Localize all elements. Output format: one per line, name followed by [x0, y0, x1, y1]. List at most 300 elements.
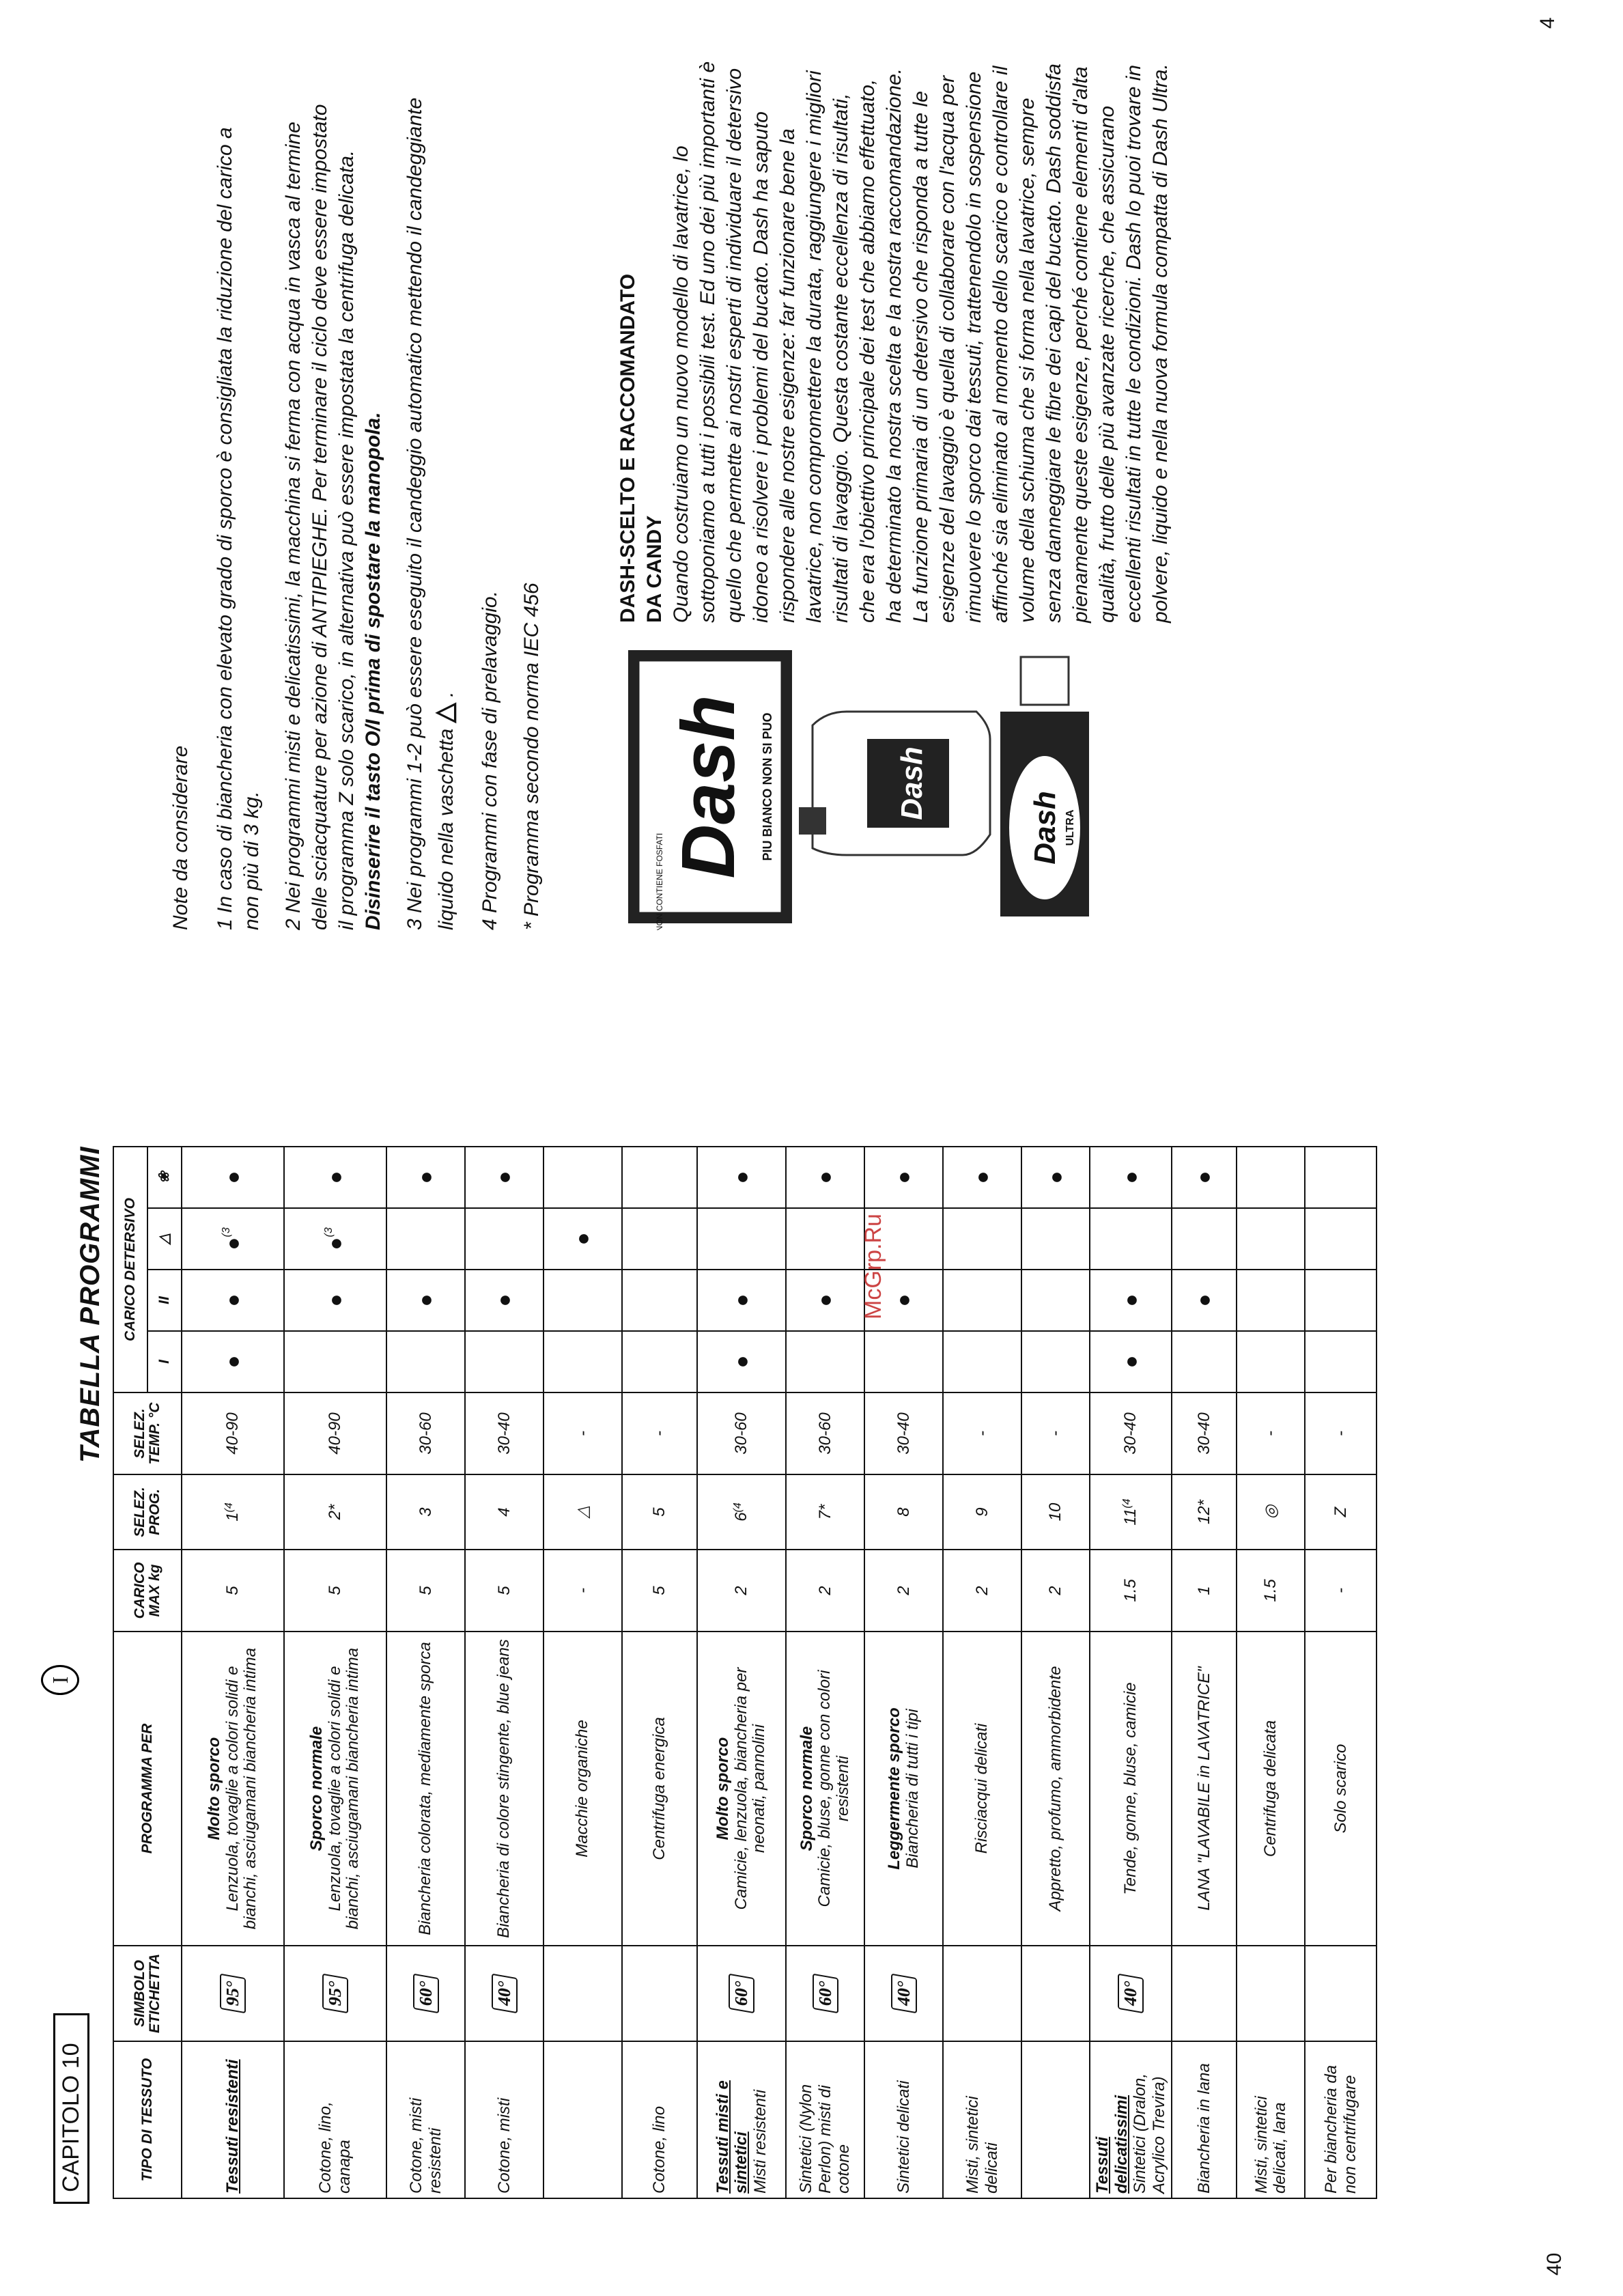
- cell-temp: [1237, 1392, 1305, 1474]
- program-number-note: (4: [732, 1502, 744, 1513]
- cell-detersivo-d2: [1090, 1270, 1172, 1331]
- tessuto-text: Cotone, misti resistenti: [406, 2097, 444, 2194]
- wash-temp-badge-icon: 60°: [813, 1973, 838, 2013]
- carico-value: 2: [815, 1586, 834, 1595]
- detergent-dot-icon: ●: [492, 1293, 516, 1307]
- cell-detersivo-d2: [943, 1270, 1021, 1331]
- group-label: Tessuti delicatissimi: [1093, 2095, 1131, 2194]
- cell-detersivo-d2: [786, 1270, 864, 1331]
- cell-tessuto: [1172, 2041, 1237, 2198]
- cell-detersivo-d1: [1237, 1331, 1305, 1392]
- cell-selez-prog: [544, 1474, 622, 1550]
- cell-programma: [1021, 1632, 1090, 1946]
- cell-selez-prog: [284, 1474, 386, 1550]
- cell-detersivo-d2: [284, 1270, 386, 1331]
- note-2-bold: Disinserire il tasto O/I prima di spostare la manopola.: [362, 412, 384, 930]
- tessuto-text: Cotone, lino: [650, 2105, 669, 2194]
- cell-carico: [544, 1550, 622, 1632]
- cell-detersivo-d3: [386, 1208, 465, 1270]
- cell-tessuto: [1021, 2041, 1090, 2198]
- table-row: [1172, 1147, 1237, 2198]
- detergent-dot-icon: ●: [891, 1293, 916, 1307]
- cell-detersivo-d2: [182, 1270, 284, 1331]
- program-number: 5: [650, 1507, 668, 1517]
- cell-selez-prog: [386, 1474, 465, 1550]
- temp-value: -: [972, 1431, 991, 1436]
- cell-simbolo: [943, 1946, 1021, 2041]
- programma-text: LANA "LAVABILE in LAVATRICE": [1194, 1666, 1213, 1911]
- cell-temp: [1021, 1392, 1090, 1474]
- cell-programma: [182, 1632, 284, 1946]
- header-selez-prog: SELEZ. PROG.: [113, 1474, 182, 1550]
- program-number-note: (4: [223, 1502, 235, 1513]
- table-row: [622, 1147, 697, 2198]
- program-number: 2*: [326, 1504, 344, 1520]
- cell-detersivo-d1: [465, 1331, 544, 1392]
- cell-detersivo-d2: [1305, 1270, 1377, 1331]
- detergent-dot-icon: ●: [322, 1293, 348, 1307]
- cell-detersivo-d3: [1090, 1208, 1172, 1270]
- cell-detersivo-d4: [1090, 1147, 1172, 1208]
- cell-detersivo-d1: [943, 1331, 1021, 1392]
- detergent-dot-icon: ●: [322, 1171, 348, 1184]
- cell-tessuto: [544, 2041, 622, 2198]
- cell-programma: [943, 1632, 1021, 1946]
- dash-ultra-brand: Dash: [1028, 791, 1062, 865]
- tessuto-text: Misti resistenti: [750, 2089, 770, 2194]
- note-2-text: 2 Nei programmi misti e delicatissimi, la macchina si ferma con acqua in vasca al termine delle sciacquature per azione di ANTIPIEGHE. Per terminare il ciclo deve essere impostato il programma Z solo scarico, in alternativa può essere impostata la centrifuga delicata.: [282, 104, 358, 930]
- cell-detersivo-d4: [943, 1147, 1021, 1208]
- cell-carico: [1305, 1550, 1377, 1632]
- detergent-dot-icon: ●: [813, 1293, 837, 1307]
- detergent-dot-icon: ●: [220, 1293, 245, 1307]
- note-5: * Programma secondo norma IEC 456: [520, 583, 544, 930]
- program-number: 10: [1046, 1502, 1064, 1522]
- programma-text: Appretto, profumo, ammorbidente: [1045, 1666, 1064, 1912]
- wash-temp-badge-icon: 95°: [220, 1973, 246, 2013]
- cell-carico: [622, 1550, 697, 1632]
- cell-simbolo: [182, 1946, 284, 2041]
- program-number: 8: [894, 1507, 913, 1517]
- cell-detersivo-d3: [544, 1208, 622, 1270]
- cell-tessuto: [182, 2041, 284, 2198]
- cell-carico: [182, 1550, 284, 1632]
- cell-programma: [786, 1632, 864, 1946]
- programma-text: Centrifuga energica: [649, 1717, 668, 1860]
- cell-detersivo-d2: [465, 1270, 544, 1331]
- carico-value: 5: [494, 1586, 513, 1595]
- cell-detersivo-d4: [864, 1147, 943, 1208]
- notes-title: Note da considerare: [169, 745, 192, 930]
- programs-table: [113, 1146, 1377, 2199]
- cell-selez-prog: [1305, 1474, 1377, 1550]
- detergent-dot-icon: ●: [220, 1171, 245, 1184]
- cell-detersivo-d4: [544, 1147, 622, 1208]
- detergent-dot-icon: ●: [1043, 1171, 1068, 1184]
- cell-detersivo-d4: [1237, 1147, 1305, 1208]
- cell-programma: [544, 1632, 622, 1946]
- cell-detersivo-d2: [697, 1270, 786, 1331]
- program-number: 12*: [1194, 1499, 1213, 1525]
- cell-detersivo-d1: [697, 1331, 786, 1392]
- detergent-dot-icon: ●: [1191, 1293, 1217, 1307]
- dash-bottle-brand: Dash: [895, 746, 929, 820]
- cell-selez-prog: [864, 1474, 943, 1550]
- cell-detersivo-d2: [1237, 1270, 1305, 1331]
- program-number: 9: [972, 1507, 991, 1517]
- cell-detersivo-d1: [1090, 1331, 1172, 1392]
- detergent-dot-icon: ●: [220, 1237, 245, 1250]
- programma-text: Camicie, bluse, gonne con colori resistenti: [815, 1670, 852, 1907]
- table-title: TABELLA PROGRAMMI: [75, 1146, 105, 1463]
- programma-subtitle: Sporco normale: [797, 1726, 816, 1851]
- temp-value: 30-40: [1121, 1412, 1140, 1455]
- wash-temp-badge-icon: 95°: [322, 1973, 348, 2013]
- cell-simbolo: [284, 1946, 386, 2041]
- cell-simbolo: [1305, 1946, 1377, 2041]
- detergent-dot-icon: ●: [729, 1355, 754, 1369]
- cell-tessuto: [697, 2041, 786, 2198]
- table-row: [1237, 1147, 1305, 2198]
- cell-detersivo-d4: [622, 1147, 697, 1208]
- note-4: 4 Programmi con fase di prelavaggio.: [479, 591, 502, 930]
- cell-temp: [1090, 1392, 1172, 1474]
- detergent-dot-icon: ●: [1118, 1355, 1143, 1369]
- carico-value: 2: [732, 1586, 750, 1595]
- cell-detersivo-d1: [622, 1331, 697, 1392]
- carico-value: 5: [326, 1586, 344, 1595]
- table-row: [1305, 1147, 1377, 2198]
- programma-text: Biancheria di colore stingente, blue jeans: [494, 1639, 513, 1938]
- cell-carico: [786, 1550, 864, 1632]
- cell-tessuto: [1237, 2041, 1305, 2198]
- cell-simbolo: [1021, 1946, 1090, 2041]
- notes-section: [167, 90, 560, 930]
- cell-selez-prog: [697, 1474, 786, 1550]
- cell-selez-prog: [622, 1474, 697, 1550]
- programma-text: Macchie organiche: [573, 1720, 592, 1858]
- cell-programma: [864, 1632, 943, 1946]
- cell-carico: [284, 1550, 386, 1632]
- cell-detersivo-d1: [284, 1331, 386, 1392]
- programma-subtitle: Leggermente sporco: [885, 1707, 904, 1870]
- cell-detersivo-d2: [386, 1270, 465, 1331]
- detergent-dot-icon: ●: [970, 1171, 994, 1184]
- tessuto-text: Misti, sintetici delicati, lana: [1252, 2096, 1290, 2194]
- cell-selez-prog: [1172, 1474, 1237, 1550]
- tessuto-text: Sintetici delicati: [894, 2080, 913, 2194]
- group-label: Tessuti misti e sintetici: [713, 2080, 751, 2194]
- header-programma: PROGRAMMA PER: [113, 1632, 182, 1946]
- cell-detersivo-d1: [1172, 1331, 1237, 1392]
- cell-detersivo-d3: [284, 1208, 386, 1270]
- carico-value: 1.5: [1261, 1579, 1280, 1602]
- cell-temp: [1172, 1392, 1237, 1474]
- detergent-dot-icon: ●: [413, 1171, 438, 1184]
- detergent-dot-icon: ●: [813, 1171, 837, 1184]
- cell-carico: [943, 1550, 1021, 1632]
- cell-detersivo-d3: [1237, 1208, 1305, 1270]
- cell-simbolo: [1237, 1946, 1305, 2041]
- programma-text: Solo scarico: [1331, 1744, 1350, 1834]
- dash-ultra-tag: ULTRA: [1064, 809, 1076, 846]
- table-row: [1090, 1147, 1172, 2198]
- cell-programma: [386, 1632, 465, 1946]
- cell-programma: [697, 1632, 786, 1946]
- cell-detersivo-d4: [786, 1147, 864, 1208]
- cell-programma: [465, 1632, 544, 1946]
- cell-detersivo-d2: [622, 1270, 697, 1331]
- dash-products-image: [621, 636, 1092, 930]
- wash-temp-badge-icon: 40°: [492, 1973, 518, 2013]
- cell-temp: [943, 1392, 1021, 1474]
- program-number: 3: [416, 1507, 435, 1517]
- cell-simbolo: [786, 1946, 864, 2041]
- carico-value: 1: [1194, 1586, 1213, 1595]
- wash-temp-badge-icon: 40°: [891, 1973, 917, 2013]
- cell-temp: [864, 1392, 943, 1474]
- note-3: 3 Nei programmi 1-2 può essere eseguito il candeggio automatico mettendo il candeggiante liquido nella vaschetta △ .: [404, 97, 459, 930]
- cell-tessuto: [1305, 2041, 1377, 2198]
- detergent-note: (3: [322, 1227, 335, 1237]
- table-row: [544, 1147, 622, 2198]
- cell-carico: [386, 1550, 465, 1632]
- cell-simbolo: [544, 1946, 622, 2041]
- temp-value: -: [1331, 1431, 1350, 1436]
- cell-detersivo-d2: [1172, 1270, 1237, 1331]
- tessuto-text: Sintetici (Nylon Perlon) misti di cotone: [797, 2084, 853, 2194]
- program-number-note: (4: [1121, 1498, 1133, 1509]
- cell-carico: [465, 1550, 544, 1632]
- language-circle-icon: I: [41, 1665, 79, 1695]
- cell-simbolo: [1090, 1946, 1172, 2041]
- carico-value: 1.5: [1121, 1579, 1140, 1602]
- carico-value: -: [573, 1588, 592, 1593]
- table-row: [697, 1147, 786, 2198]
- program-number: △: [574, 1505, 592, 1519]
- cell-temp: [1305, 1392, 1377, 1474]
- detergent-dot-icon: ●: [891, 1171, 916, 1184]
- cell-detersivo-d4: [386, 1147, 465, 1208]
- cell-detersivo-d3: [786, 1208, 864, 1270]
- temp-value: 30-60: [732, 1412, 750, 1455]
- temp-value: -: [573, 1431, 592, 1436]
- programma-text: Lenzuola, tovaglie a colori solidi e bianchi, asciugamani biancheria intima: [223, 1647, 260, 1930]
- cell-detersivo-d1: [1021, 1331, 1090, 1392]
- cell-programma: [1090, 1632, 1172, 1946]
- cell-selez-prog: [182, 1474, 284, 1550]
- cell-carico: [697, 1550, 786, 1632]
- detergent-dot-icon: ●: [1118, 1171, 1143, 1184]
- detergent-dot-icon: ●: [322, 1237, 348, 1250]
- cell-temp: [544, 1392, 622, 1474]
- wash-temp-badge-icon: 60°: [413, 1973, 439, 2013]
- temp-value: -: [1261, 1431, 1280, 1436]
- cell-tessuto: [786, 2041, 864, 2198]
- programma-text: Lenzuola, tovaglie a colori solidi e bianchi, asciugamani biancheria intima: [325, 1647, 363, 1930]
- programma-text: Camicie, lenzuola, biancheria per neonati, pannolini: [731, 1667, 769, 1910]
- detergent-dot-icon: ●: [413, 1293, 438, 1307]
- tessuto-text: Sintetici (Dralon, Acrylico Trevira): [1131, 2073, 1168, 2194]
- temp-value: 30-60: [416, 1412, 435, 1455]
- cell-selez-prog: [1237, 1474, 1305, 1550]
- dash-bottle-cap: [799, 807, 826, 835]
- detergent-dot-icon: ●: [1118, 1293, 1143, 1307]
- carico-value: 2: [1046, 1586, 1064, 1595]
- cell-carico: [1021, 1550, 1090, 1632]
- group-label: Tessuti resistenti: [223, 2059, 242, 2194]
- cell-detersivo-d4: [1172, 1147, 1237, 1208]
- note-3-text: 3 Nei programmi 1-2 può essere eseguito il candeggio automatico mettendo il candeggiante liquido nella vaschetta: [404, 97, 457, 930]
- cell-detersivo-d3: [1172, 1208, 1237, 1270]
- cell-tessuto: [943, 2041, 1021, 2198]
- detergent-dot-icon: ●: [220, 1355, 245, 1369]
- header-carico: CARICO MAX kg: [113, 1550, 182, 1632]
- table-row: [1021, 1147, 1090, 2198]
- programma-text: Biancheria colorata, mediamente sporca: [416, 1642, 435, 1935]
- carico-value: 2: [894, 1586, 913, 1595]
- temp-value: 30-40: [1194, 1412, 1213, 1455]
- carico-value: 5: [223, 1586, 242, 1595]
- header-det-1: I: [147, 1331, 182, 1392]
- programma-text: Biancheria di tutti i tipi: [903, 1709, 922, 1868]
- programma-subtitle: Molto sporco: [714, 1737, 733, 1840]
- cell-detersivo-d3: [697, 1208, 786, 1270]
- cell-detersivo-d1: [544, 1331, 622, 1392]
- triangle-icon: △: [430, 703, 459, 723]
- dash-box-side: NON CONTIENE FOSFATI: [655, 832, 664, 930]
- programma-subtitle: Sporco normale: [307, 1726, 326, 1851]
- cell-selez-prog: [1021, 1474, 1090, 1550]
- page-number-left: 40: [1543, 2252, 1566, 2276]
- cell-simbolo: [386, 1946, 465, 2041]
- program-number: 6: [732, 1512, 750, 1522]
- temp-value: 30-40: [494, 1412, 513, 1455]
- wash-temp-badge-icon: 60°: [729, 1973, 754, 2013]
- dash-scoop: [1021, 657, 1069, 705]
- carico-value: 2: [972, 1586, 991, 1595]
- dash-title-1: DASH-SCELTO E RACCOMANDATO: [617, 273, 639, 623]
- temp-value: 30-40: [894, 1412, 913, 1455]
- cell-carico: [1172, 1550, 1237, 1632]
- header-tipo: TIPO DI TESSUTO: [113, 2041, 182, 2198]
- temp-value: -: [1046, 1431, 1064, 1436]
- cell-carico: [864, 1550, 943, 1632]
- dash-section: [615, 56, 1174, 623]
- header-det-2: II: [147, 1270, 182, 1331]
- cell-carico: [1090, 1550, 1172, 1632]
- page-number-right: 4: [1536, 17, 1559, 29]
- cell-simbolo: [622, 1946, 697, 2041]
- cell-detersivo-d4: [1021, 1147, 1090, 1208]
- cell-selez-prog: [465, 1474, 544, 1550]
- wash-temp-badge-icon: 40°: [1118, 1973, 1144, 2013]
- program-number: 4: [494, 1507, 513, 1517]
- cell-detersivo-d4: [1305, 1147, 1377, 1208]
- header-det-3: △: [147, 1208, 182, 1270]
- table-row: [786, 1147, 864, 2198]
- cell-detersivo-d3: [622, 1208, 697, 1270]
- cell-simbolo: [864, 1946, 943, 2041]
- note-2: [280, 90, 386, 930]
- tessuto-text: Per biancheria da non centrifugare: [1322, 2064, 1359, 2194]
- header-det-4: ❀: [147, 1147, 182, 1208]
- cell-tessuto: [1090, 2041, 1172, 2198]
- cell-detersivo-d4: [465, 1147, 544, 1208]
- carico-value: 5: [416, 1586, 435, 1595]
- tessuto-text: Cotone, lino, canapa: [316, 2101, 354, 2194]
- program-number: 7*: [815, 1504, 834, 1520]
- cell-tessuto: [864, 2041, 943, 2198]
- cell-temp: [386, 1392, 465, 1474]
- cell-simbolo: [465, 1946, 544, 2041]
- cell-detersivo-d4: [182, 1147, 284, 1208]
- table-row: [182, 1147, 284, 2198]
- program-number: 1: [223, 1512, 242, 1522]
- programma-subtitle: Molto sporco: [205, 1737, 224, 1840]
- dash-title-2: DA CANDY: [643, 515, 666, 623]
- programma-text: Tende, gonne, bluse, camicie: [1120, 1682, 1140, 1895]
- cell-programma: [1237, 1632, 1305, 1946]
- cell-selez-prog: [1090, 1474, 1172, 1550]
- cell-selez-prog: [786, 1474, 864, 1550]
- cell-temp: [622, 1392, 697, 1474]
- chapter-label: CAPITOLO 10: [53, 2013, 89, 2204]
- detergent-dot-icon: ●: [1191, 1171, 1217, 1184]
- cell-detersivo-d1: [864, 1331, 943, 1392]
- carico-value: -: [1331, 1588, 1350, 1593]
- cell-temp: [284, 1392, 386, 1474]
- detergent-dot-icon: ●: [492, 1171, 516, 1184]
- cell-detersivo-d1: [1305, 1331, 1377, 1392]
- tessuto-text: Biancheria in lana: [1195, 2063, 1214, 2194]
- temp-value: 40-90: [326, 1412, 344, 1455]
- carico-value: 5: [650, 1586, 668, 1595]
- temp-value: -: [650, 1431, 668, 1436]
- temp-value: 30-60: [815, 1412, 834, 1455]
- header-simbolo: SIMBOLO ETICHETTA: [113, 1946, 182, 2041]
- table-row: [465, 1147, 544, 2198]
- table-row: [284, 1147, 386, 2198]
- cell-programma: [1172, 1632, 1237, 1946]
- cell-detersivo-d2: [1021, 1270, 1090, 1331]
- cell-detersivo-d3: [465, 1208, 544, 1270]
- program-number: 11: [1121, 1508, 1140, 1526]
- cell-detersivo-d3: [182, 1208, 284, 1270]
- cell-detersivo-d1: [386, 1331, 465, 1392]
- program-number: Z: [1331, 1507, 1350, 1517]
- detergent-dot-icon: ●: [729, 1293, 754, 1307]
- programma-text: Risciacqui delicati: [972, 1723, 991, 1854]
- tessuto-text: Misti, sintetici delicati: [963, 2096, 1001, 2194]
- cell-tessuto: [622, 2041, 697, 2198]
- cell-detersivo-d4: [697, 1147, 786, 1208]
- dash-box-brand: Dash: [666, 695, 750, 879]
- temp-value: 40-90: [223, 1412, 242, 1455]
- dash-body: Quando costruiamo un nuovo modello di lavatrice, lo sottoponiamo a tutti i possibili test. Ed uno dei più importanti è quello che permette ai nostri esperti di individuare il detersivo idoneo a risolvere i problemi del bucato. Dash ha saputo rispondere alle nostre esigenze: far funzionare bene la lavatrice, non compromettere la durata, raggiungere i migliori risultati di lavaggio. Questa costante eccellenza di risultati, che era l'obiettivo principale dei test che abbiamo effettuato, ha determinato la nostra scelta e la nostra raccomandazione. La funzione primaria di un detersivo che risponda a tutte le esigenze del lavaggio è quella di collaborare con l'acqua per rimuovere lo sporco dai tessuti, trattenendolo in sospensione affinché sia eliminato al momento dello scarico e controllare il volume della schiuma che si forma nella lavatrice, sempre senza danneggiare le fibre dei capi del bucato. Dash soddisfa pienamente queste esigenze, perché contiene elementi d'alta qualità, frutto delle più avanzate ricerche, che assicurano eccellenti risultati in tutte le condizioni. Dash lo puoi trovare in polvere, liquido e nella nuova formula compatta di Dash Ultra.: [670, 61, 1172, 623]
- cell-detersivo-d3: [943, 1208, 1021, 1270]
- cell-detersivo-d1: [786, 1331, 864, 1392]
- table-row: [943, 1147, 1021, 2198]
- cell-selez-prog: [943, 1474, 1021, 1550]
- tessuto-text: Cotone, misti: [494, 2097, 513, 2194]
- note-1: 1 In caso di biancheria con elevato grado di sporco è consigliata la riduzione del carico a non più di 3 kg.: [214, 127, 263, 930]
- header-selez-temp: SELEZ. TEMP. °C: [113, 1392, 182, 1474]
- detergent-note: (3: [220, 1227, 232, 1237]
- cell-simbolo: [1172, 1946, 1237, 2041]
- dash-products-illustration: [621, 636, 1092, 930]
- cell-programma: [622, 1632, 697, 1946]
